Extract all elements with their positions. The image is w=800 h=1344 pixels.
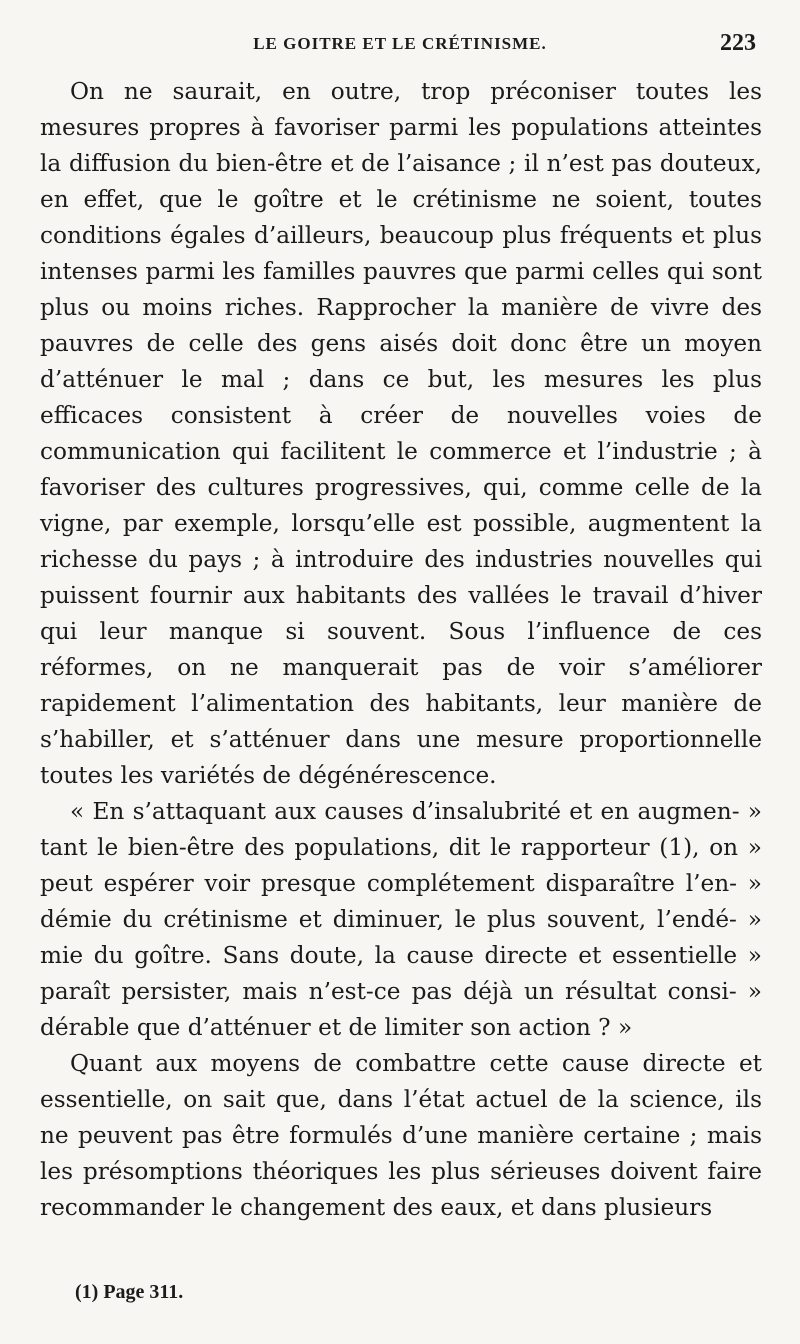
paragraph-2-quotation: « En s’attaquant aux causes d’insalubrité et en augmen- » tant le bien-être des populations, dit le rapporteur (1), on » peut espérer voir presque complétement disparaître l’en- » démie du crétinisme et diminuer, le plus souvent, l’endé- » mie du goître. Sans doute, la cause directe et essentielle » paraît persister, mais n’est-ce pas déjà un résultat consi- » dérable que d’atténuer et de limiter son action ? »: [40, 798, 762, 1041]
page-number: 223: [720, 30, 756, 56]
paragraph-3: Quant aux moyens de combattre cette cause directe et essentielle, on sait que, dans l’état actuel de la science, ils ne peuvent pas être formulés d’une manière certaine ; mais les présomptions théoriques les plus sérieuses doivent faire recommander le changement des eaux, et dans plusieurs: [40, 1050, 762, 1221]
body-text: [40, 74, 762, 1226]
running-head: LE GOITRE ET LE CRÉTINISME.: [253, 34, 547, 53]
page-header: [40, 30, 760, 70]
paragraph-1: On ne saurait, en outre, trop préconiser toutes les mesures propres à favoriser parmi les populations atteintes la diffusion du bien-être et de l’aisance ; il n’est pas douteux, en effet, que le goître et le crétinisme ne soient, toutes conditions égales d’ailleurs, beaucoup plus fréquents et plus intenses parmi les familles pauvres que parmi celles qui sont plus ou moins riches. Rapprocher la manière de vivre des pauvres de celle des gens aisés doit donc être un moyen d’atténuer le mal ; dans ce but, les mesures les plus efficaces consistent à créer de nouvelles voies de communication qui facilitent le commerce et l’industrie ; à favoriser des cultures progressives, qui, comme celle de la vigne, par exemple, lorsqu’elle est possible, augmentent la richesse du pays ; à introduire des industries nouvelles qui puissent fournir aux habitants des vallées le travail d’hiver qui leur manque si souvent. Sous l’influence de ces réformes, on ne manquerait pas de voir s’améliorer rapidement l’alimentation des habitants, leur manière de s’habiller, et s’atténuer dans une mesure proportionnelle toutes les variétés de dégénérescence.: [40, 78, 762, 789]
footnote: (1) Page 311.: [75, 1281, 184, 1303]
